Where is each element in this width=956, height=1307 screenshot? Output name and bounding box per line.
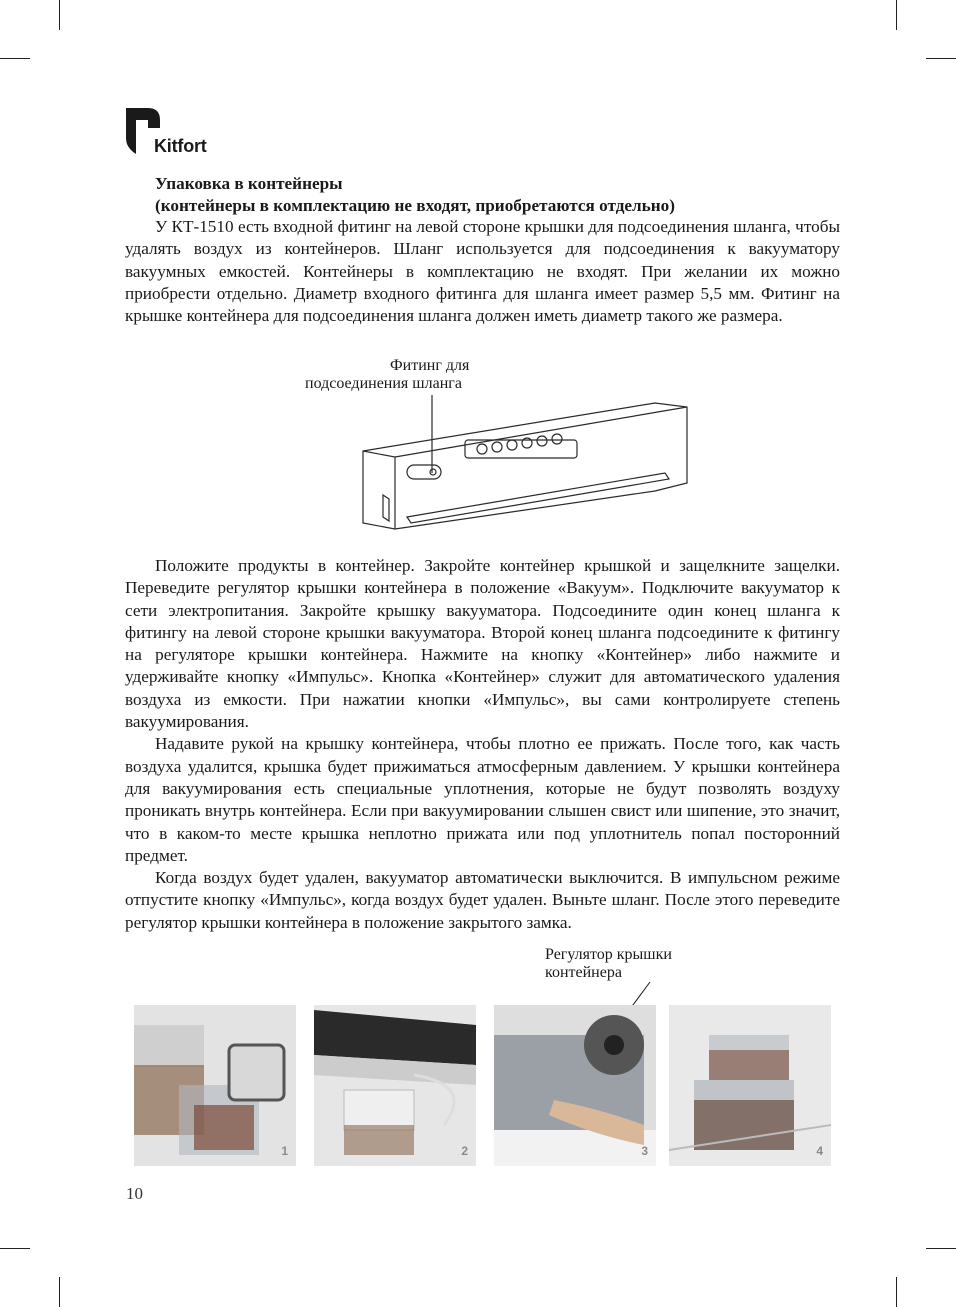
text-block-1	[125, 216, 840, 327]
paragraph: Надавите рукой на крышку контейнера, чтобы плотно ее прижать. После того, как часть воздуха удалится, крышка будет прижиматься атмосферным давлением. У крышки контейнера для вакуумирования есть специальные уплотнения, которые не будут позволять воздуху проникать внутрь контейнера. Если при вакуумировании слышен свист или шипение, это значит, что в каком-то месте крышка неплотно прижата или под уплотнитель попал посторонний предмет.	[125, 734, 840, 865]
crop-mark	[0, 1248, 30, 1249]
paragraph: Положите продукты в контейнер. Закройте контейнер крышкой и защелкните защелки. Переведите регулятор крышки контейнера в положение «Вакуум». Подключите вакууматор к сети электропитания. Закройте крышку вакууматора. Подсоедините один конец шланга к фитингу на левой стороне крышки вакууматора. Второй конец шланга подсоедините к фитингу на регуляторе крышки контейнера. Нажмите на кнопку «Контейнер» либо нажмите и удерживайте кнопку «Импульс». Кнопка «Контейнер» служит для автоматического удаления воздуха из емкости. При нажатии кнопки «Импульс», вы сами контролируете степень вакуумирования.	[125, 556, 840, 732]
vacuum-sealer-illustration	[355, 395, 695, 535]
fitting-caption-line1: Фитинг для	[390, 357, 470, 374]
paragraph: Когда воздух будет удален, вакууматор автоматически выключится. В импульсном режиме отпустите кнопку «Импульс», когда воздух будет удален. Выньте шланг. После этого переведите регулятор крышки контейнера в положение закрытого замка.	[125, 868, 840, 932]
regulator-caption-line2: контейнера	[545, 964, 622, 981]
crop-mark	[59, 0, 60, 30]
crop-mark	[0, 58, 30, 59]
photo-number: 2	[461, 1144, 468, 1158]
photo-sealer-with-container	[314, 1005, 476, 1166]
crop-mark	[896, 0, 897, 30]
section-title: Упаковка в контейнеры	[155, 174, 343, 193]
photo-number: 3	[641, 1144, 648, 1158]
brand-name: Kitfort	[154, 136, 207, 156]
fitting-caption-line2: подсоединения шланга	[305, 375, 462, 392]
regulator-caption-line1: Регулятор крышки	[545, 946, 672, 963]
section-subtitle: (контейнеры в комплектацию не входят, приобретаются отдельно)	[155, 196, 675, 215]
photo-containers	[134, 1005, 296, 1166]
crop-mark	[926, 1248, 956, 1249]
paragraph: У КТ-1510 есть входной фитинг на левой стороне крышки для подсоединения шланга, чтобы удалять воздух из контейнеров. Шланг используется для подсоединения к вакууматору вакуумных емкостей. Контейнеры в комплектацию не входят. При желании их можно приобрести отдельно. Диаметр входного фитинга для шланга имеет размер 5,5 мм. Фитинг на крышке контейнера для подсоединения шланга должен иметь диаметр такого же размера.	[125, 217, 840, 326]
photo-container-lid-regulator	[494, 1005, 656, 1166]
photo-number: 4	[816, 1144, 823, 1158]
page-number: 10	[126, 1184, 143, 1203]
crop-mark	[59, 1277, 60, 1307]
text-block-2	[125, 555, 840, 934]
crop-mark	[926, 58, 956, 59]
crop-mark	[896, 1277, 897, 1307]
photo-number: 1	[281, 1144, 288, 1158]
photo-containers-stacked	[669, 1005, 831, 1166]
